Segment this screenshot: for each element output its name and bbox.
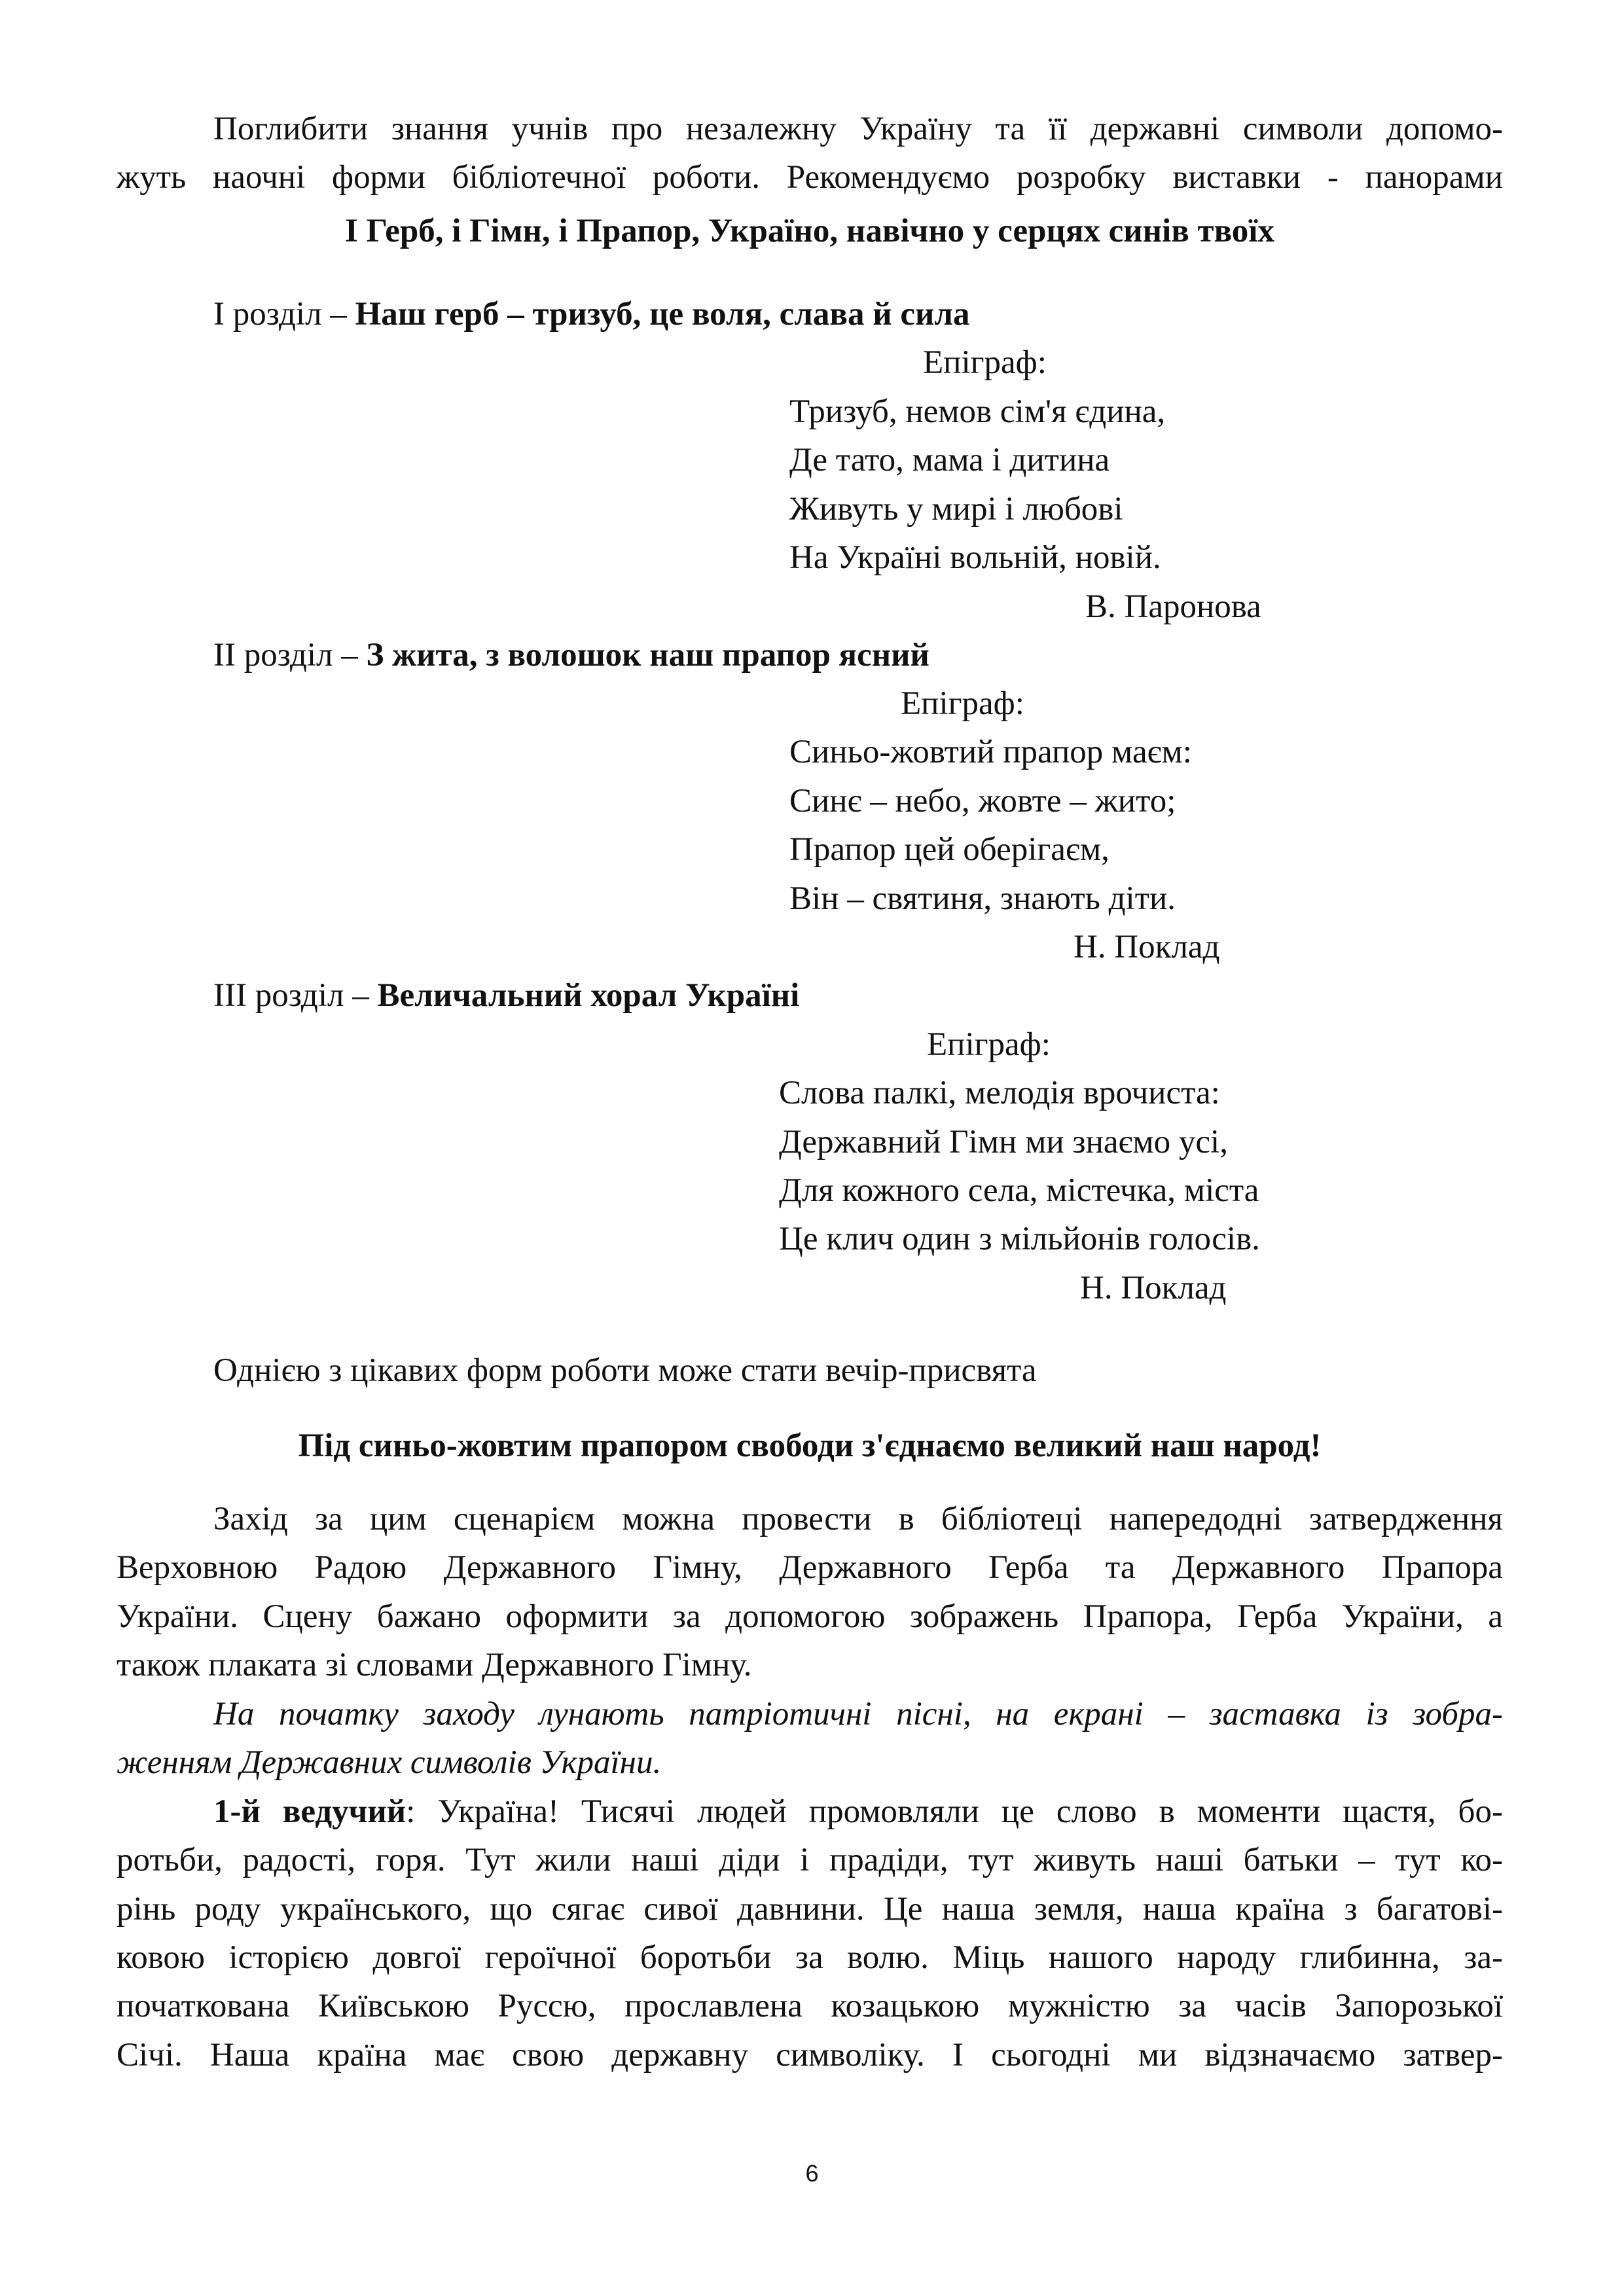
stage-direction-line: женням Державних символів України.	[117, 1744, 662, 1781]
page-number: 6	[805, 2160, 819, 2187]
speech-line: ротьби, радості, горя. Тут жили наші діди і прадіди, тут живуть наші батьки – тут ко-	[117, 1842, 1503, 1878]
section-3-poem-line: Це клич один з мільйонів голосів.	[779, 1221, 1260, 1257]
evening-title: Під синьо-жовтим прапором свободи з'єднаємо великий наш народ!	[298, 1427, 1322, 1464]
section-1-poem-line: На Україні вольній, новій.	[789, 539, 1161, 576]
section-1-poem-line: Де тато, мама і дитина	[789, 442, 1110, 478]
speech-line: Січі. Наша країна має свою державну символіку. І сьогодні ми відзначаємо затвер-	[117, 2037, 1503, 2073]
speech-first-line	[213, 1787, 1503, 1836]
paragraph-line: Верховною Радою Державного Гімну, Державного Герба та Державного Прапора	[117, 1549, 1503, 1586]
section-2-title: З жита, з волошок наш прапор ясний	[366, 637, 929, 673]
section-1-poem-line: Живуть у мирі і любові	[789, 491, 1123, 528]
intro-line-2: жуть наочні форми бібліотечної роботи. Рекомендуємо розробку виставки - панорами	[117, 159, 1503, 196]
speech-line: початкована Київською Руссю, прославлена козацькою мужністю за часів Запорозької	[117, 1988, 1503, 2024]
intro-line-1: Поглибити знання учнів про незалежну Україну та її державні символи допомо-	[213, 111, 1503, 147]
section-2-author: Н. Поклад	[1074, 929, 1220, 965]
paragraph-line: Захід за цим сценарієм можна провести в бібліотеці напередодні затвердження	[213, 1501, 1503, 1537]
section-2-poem-line: Прапор цей оберігаєм,	[789, 831, 1110, 868]
section-3-title: Величальний хорал Україні	[377, 977, 800, 1014]
section-3-poem-line: Слова палкі, мелодія врочиста:	[779, 1075, 1220, 1111]
speaker-name: 1-й ведучий	[213, 1793, 406, 1830]
section-3-poem-line: Державний Гімн ми знаємо усі,	[779, 1124, 1228, 1160]
section-3-label: ІІІ розділ –	[213, 977, 378, 1014]
section-3-heading	[213, 971, 799, 1020]
exhibition-title: І Герб, і Гімн, і Прапор, Україно, навічно у серцях синів твоїх	[345, 213, 1274, 249]
stage-direction-line: На початку заходу лунають патріотичні пісні, на екрані – заставка із зобра-	[213, 1696, 1503, 1732]
section-3-author: Н. Поклад	[1080, 1270, 1227, 1306]
section-3-epigraph-label: Епіграф:	[927, 1026, 1051, 1063]
section-1-poem-line: Тризуб, немов сім'я єдина,	[789, 393, 1166, 430]
section-2-label: ІІ розділ –	[213, 637, 367, 673]
section-2-poem-line: Він – святиня, знають діти.	[789, 880, 1176, 917]
section-2-poem-line: Синє – небо, жовте – жито;	[789, 783, 1176, 819]
section-2-heading	[213, 631, 929, 679]
speech-line: ковою історією довгої героїчної боротьби за волю. Міць нашого народу глибинна, за-	[117, 1939, 1503, 1976]
evening-intro: Однією з цікавих форм роботи може стати вечір-присвята	[213, 1352, 1037, 1389]
section-1-label: І розділ –	[213, 296, 355, 332]
speech-text: : Україна! Тисячі людей промовляли це слово в моменти щастя, бо-	[406, 1793, 1503, 1830]
paragraph-line: України. Сцену бажано оформити за допомогою зображень Прапора, Герба України, а	[117, 1598, 1503, 1635]
section-1-title: Наш герб – тризуб, це воля, слава й сила	[355, 296, 970, 332]
section-2-epigraph-label: Епіграф:	[901, 685, 1024, 722]
section-1-heading	[213, 290, 969, 338]
section-3-poem-line: Для кожного села, містечка, міста	[779, 1172, 1259, 1209]
speech-line: рінь роду українського, що сягає сивої давнини. Це наша земля, наша країна з багатові-	[117, 1891, 1503, 1928]
section-1-epigraph-label: Епіграф:	[923, 344, 1047, 381]
paragraph-line: також плаката зі словами Державного Гімну.	[117, 1647, 752, 1683]
section-2-poem-line: Синьо-жовтий прапор маєм:	[789, 734, 1192, 770]
section-1-author: В. Паронова	[1085, 588, 1261, 625]
